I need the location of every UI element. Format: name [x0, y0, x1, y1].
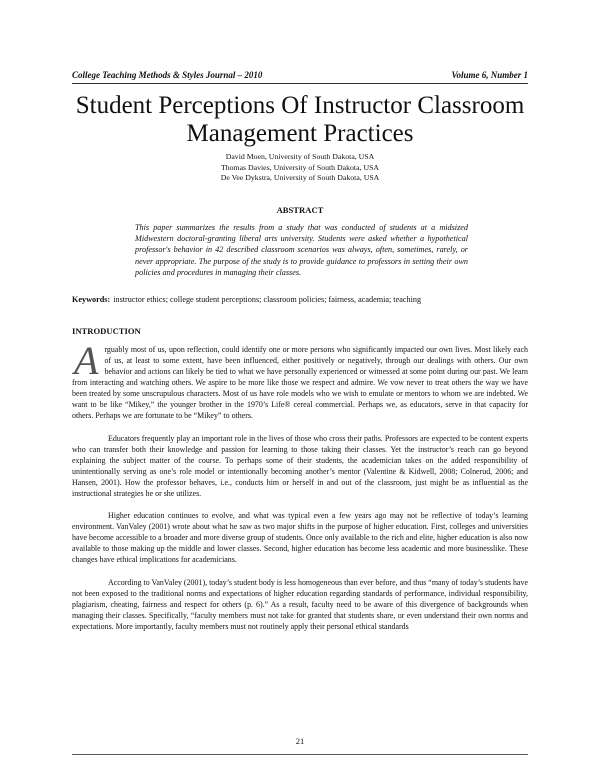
abstract-heading: ABSTRACT — [276, 205, 324, 215]
author-line: Thomas Davies, University of South Dakota, USA — [220, 162, 380, 172]
running-header — [72, 70, 528, 80]
section-heading: INTRODUCTION — [72, 326, 141, 336]
keywords-label: Keywords: — [72, 295, 111, 304]
volume-number: Volume 6, Number 1 — [451, 70, 528, 80]
keywords — [72, 294, 528, 305]
footer-rule — [72, 754, 528, 755]
intro-text: rguably most of us, upon reflection, could identify one or more persons who significantly impacted our own lives. Most likely each of us, at least to some extent, have been influenced, either positively or negatively, through our dealings with others. Our own behavior and actions can likely be tied to what we have personally experienced or witnessed at some point during our past. We learn from interacting and watching others. We aspire to be more like those we respect and admire. We vow never to treat others the way we have been treated by some unscrupulous characters. Most of us have role models who we wish to emulate or mentors to whom we are indebted. We want to be like “Mikey,” the younger brother in the 1970’s Life® cereal commercial. Perhaps we, as educators, serve in that capacity for others. Perhaps we are fortunate to be “Mikey” to others. — [72, 345, 528, 421]
intro-paragraph — [72, 338, 528, 421]
body-paragraph: Educators frequently play an important role in the lives of those who cross their paths. Professors are expected to be content experts who can transfer both their knowledge and passion for learning to those taking their classes. Yet the instructor’s reach can go beyond explaining the subject matter of the course. To perhaps some of their students, the academician takes on the added responsibility of unintentionally serving as one’s role model or intentionally becoming another’s mentor (Valentine & Kidwell, 2008; Colnerud, 2006; and Hansen, 2001). How the professor behaves, i.e., conducts him or herself in and out of the classroom, just might be as influential as the instructional strategies he or she utilizes. — [72, 433, 528, 498]
header-rule — [72, 83, 528, 84]
author-line: De Vee Dykstra, University of South Dakota, USA — [220, 173, 380, 182]
abstract-text: This paper summarizes the results from a study that was conducted of students at a midsized Midwestern doctoral-granting liberal arts university. Students were asked whether a hypothetical professor's behavior in 42 described classroom scenarios was always, often, sometimes, rarely, or never appropriate. The purpose of the study is to provide guidance to professors in setting their own policies and procedures in managing their classes. — [135, 223, 468, 277]
author-line: David Moen, University of South Dakota, USA — [225, 152, 375, 161]
body-paragraph: According to VanValey (2001), today’s student body is less homogeneous than ever before, and thus “many of today’s students have not been exposed to the traditional norms and expectations of higher education regarding standards of performance, individual responsibility, plagiarism, cheating, fairness and respect for others (p. 6).” As a result, faculty need to be aware of this divergence of backgrounds when managing their classes. Specifically, “faculty members must not take for granted that students share, or even understand their own norms and expectations. More importantly, faculty members must not routinely apply their personal ethical standards — [72, 577, 528, 631]
page-number: 21 — [295, 736, 305, 746]
paper-title: Student Perceptions Of Instructor Classroom Management Practices — [75, 92, 525, 147]
drop-cap: A — [74, 338, 99, 383]
body-text — [72, 338, 528, 643]
journal-name: College Teaching Methods & Styles Journal – 2010 — [72, 70, 263, 80]
keywords-text: instructor ethics; college student perceptions; classroom policies; fairness, academia; teaching — [113, 295, 422, 304]
body-paragraph: Higher education continues to evolve, and what was typical even a few years ago may not be reflective of today’s learning environment. VanValey (2001) wrote about what he saw as two major shifts in the purpose of higher education. First, colleges and universities have become accessible to a broader and more diverse group of students. Once only available to the rich and elite, higher education is also now available to those making up the middle and lower classes. Second, higher education has become less academic and more businesslike. These changes have ethical implications for academicians. — [72, 511, 528, 565]
author-list — [72, 152, 528, 184]
